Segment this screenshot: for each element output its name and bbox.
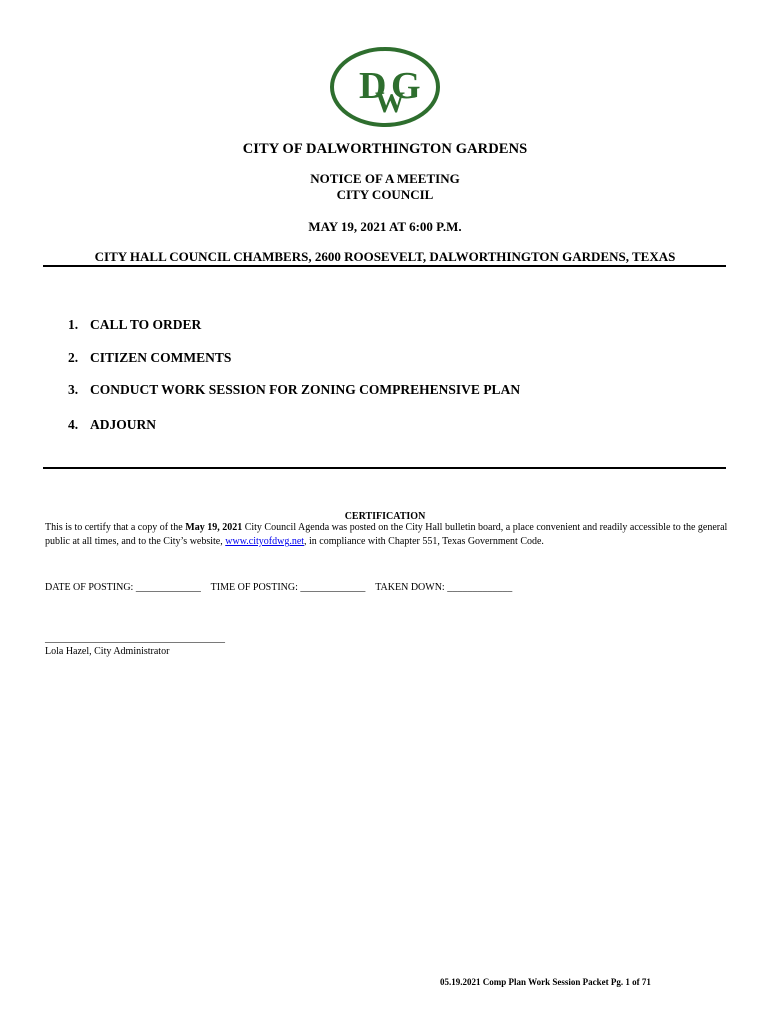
certification-text bbox=[45, 521, 735, 549]
date-of-posting: DATE OF POSTING: _____________ bbox=[45, 582, 201, 593]
meeting-datetime: MAY 19, 2021 AT 6:00 P.M. bbox=[308, 219, 462, 234]
notice-heading: NOTICE OF A MEETING bbox=[310, 171, 460, 186]
dwg-logo-emblem bbox=[329, 46, 441, 128]
header-divider bbox=[43, 265, 726, 267]
agenda-item bbox=[68, 417, 156, 433]
agenda-item-number: 4. bbox=[68, 417, 79, 432]
time-of-posting: TIME OF POSTING: _____________ bbox=[210, 582, 366, 593]
agenda-item-text: CALL TO ORDER bbox=[90, 317, 202, 332]
taken-down: TAKEN DOWN: _____________ bbox=[375, 582, 513, 593]
logo-letter-w: W bbox=[375, 86, 405, 119]
city-logo bbox=[329, 46, 441, 128]
posting-line bbox=[45, 582, 512, 593]
agenda-item-number: 1. bbox=[68, 317, 79, 332]
council-heading: CITY COUNCIL bbox=[336, 187, 434, 202]
agenda-item-text: ADJOURN bbox=[90, 417, 156, 432]
agenda-item bbox=[68, 317, 201, 333]
agenda-item bbox=[68, 382, 520, 398]
agenda-item bbox=[68, 350, 231, 366]
agenda-divider bbox=[43, 467, 726, 469]
city-website-link[interactable]: www.cityofdwg.net bbox=[225, 536, 305, 547]
page-footer: 05.19.2021 Comp Plan Work Session Packet Pg. 1 of 71 bbox=[440, 977, 651, 987]
cert-date: May 19, 2021 bbox=[185, 522, 243, 533]
meeting-location: CITY HALL COUNCIL CHAMBERS, 2600 ROOSEVELT, DALWORTHINGTON GARDENS, TEXAS bbox=[94, 249, 676, 264]
city-name-heading: CITY OF DALWORTHINGTON GARDENS bbox=[242, 141, 528, 157]
signatory-name: Lola Hazel, City Administrator bbox=[45, 646, 170, 657]
agenda-item-text: CITIZEN COMMENTS bbox=[90, 350, 232, 365]
cert-text-part: This is to certify that a copy of the bbox=[45, 522, 186, 533]
agenda-item-number: 3. bbox=[68, 382, 79, 397]
agenda-item-number: 2. bbox=[68, 350, 79, 365]
signature-line: ____________________________________ bbox=[45, 633, 225, 644]
cert-text-part: City Council Agenda was posted on the City Hall bulletin board, a place convenient and readily accessible to the general public at all times, and to the City’s website, bbox=[45, 522, 728, 547]
cert-text-part: , in compliance with Chapter 551, Texas Government Code. bbox=[304, 536, 544, 547]
agenda-item-text: CONDUCT WORK SESSION FOR ZONING COMPREHENSIVE PLAN bbox=[90, 382, 521, 397]
certification-heading: CERTIFICATION bbox=[344, 511, 426, 522]
logo-letter-g: G bbox=[391, 65, 421, 107]
logo-letter-d: D bbox=[359, 65, 387, 107]
